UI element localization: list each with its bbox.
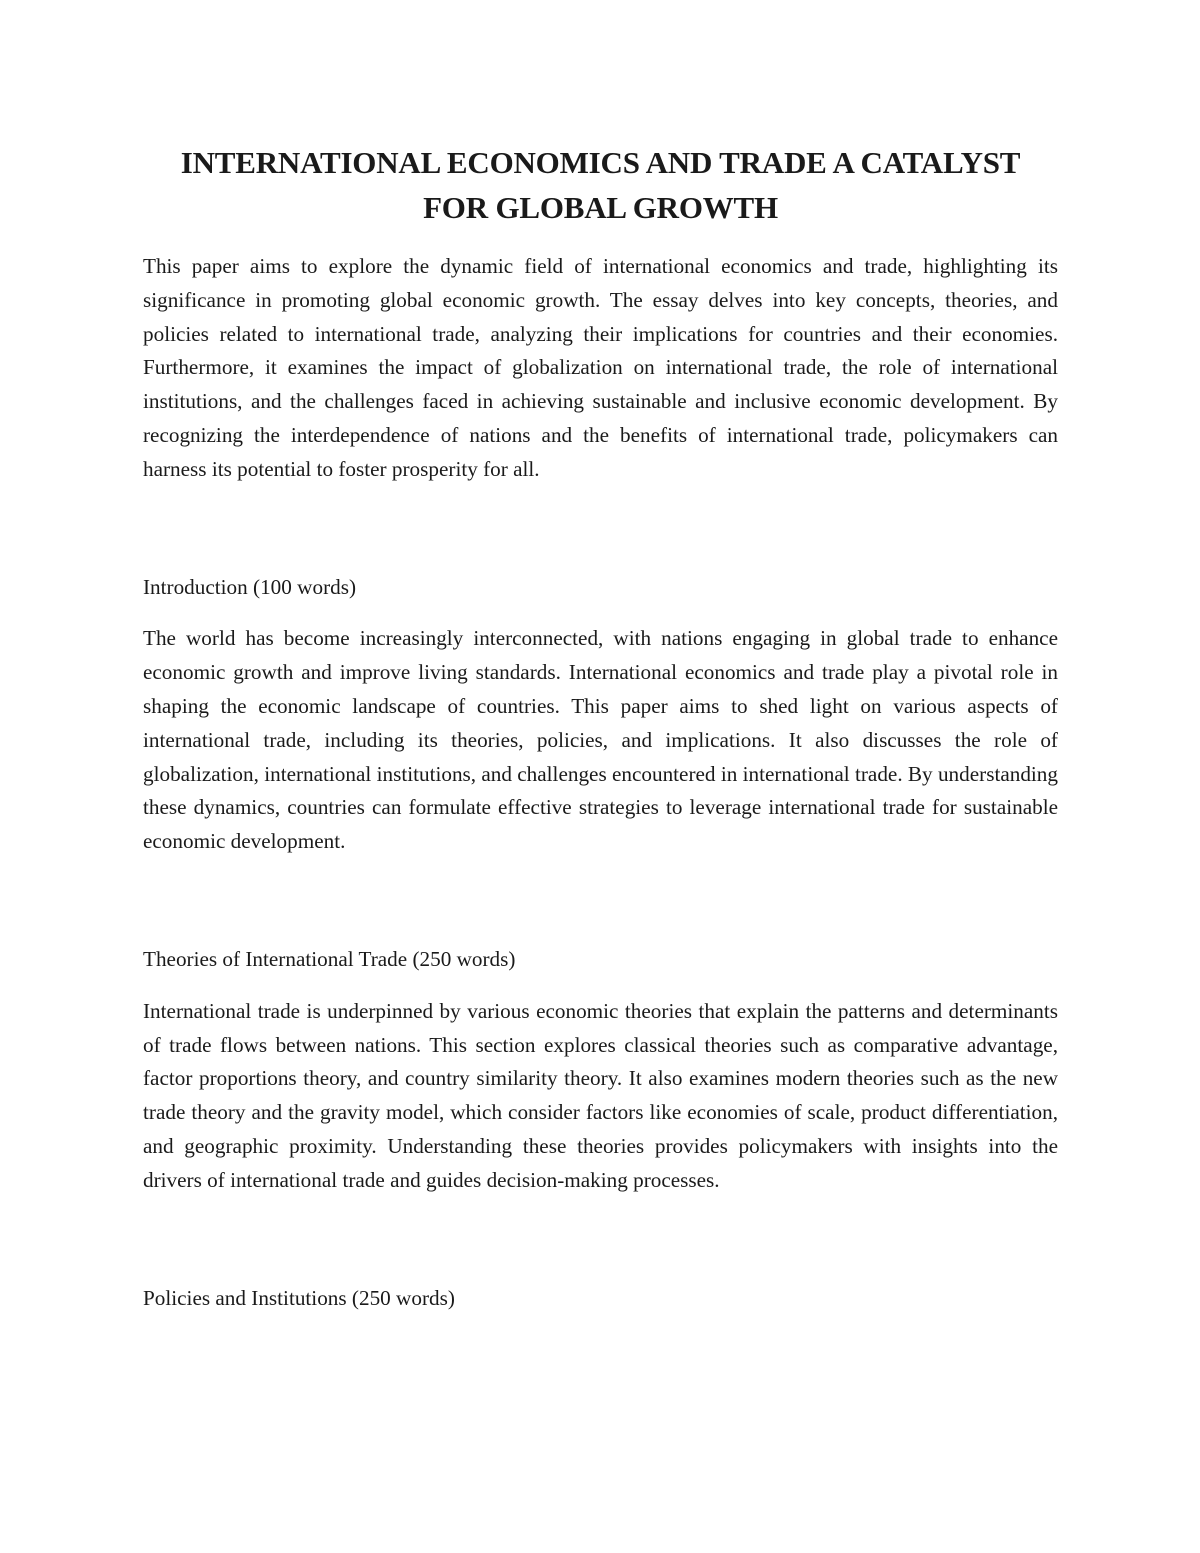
document-title xyxy=(143,140,1058,230)
section-body-theories: International trade is underpinned by various economic theories that explain the patterns and determinants of trade flows between nations. This section explores classical theories such as comparative advantage, factor proportions theory, and country similarity theory. It also examines modern theories such as the new trade theory and the gravity model, which consider factors like economies of scale, product differentiation, and geographic proximity. Understanding these theories provides policymakers with insights into the drivers of international trade and guides decision-making processes. xyxy=(143,998,1058,1192)
section-heading-theories: Theories of International Trade (250 words) xyxy=(143,946,516,971)
section-body-introduction: The world has become increasingly interconnected, with nations engaging in global trade to enhance economic growth and improve living standards. International economics and trade play a pivotal role in shaping the economic landscape of countries. This paper aims to shed light on various aspects of international trade, including its theories, policies, and implications. It also discusses the role of globalization, international institutions, and challenges encountered in international trade. By understanding these dynamics, countries can formulate effective strategies to leverage international trade for sustainable economic development. xyxy=(143,626,1058,854)
abstract-paragraph: This paper aims to explore the dynamic field of international economics and trade, highlighting its significance in promoting global economic growth. The essay delves into key concepts, theories, and policies related to international trade, analyzing their implications for countries and their economies. Furthermore, it examines the impact of globalization on international trade, the role of international institutions, and the challenges faced in achieving sustainable and inclusive economic development. By recognizing the interdependence of nations and the benefits of international trade, policymakers can harness its potential to foster prosperity for all. xyxy=(143,254,1058,481)
section-heading-policies: Policies and Institutions (250 words) xyxy=(143,1285,455,1310)
section-heading-introduction: Introduction (100 words) xyxy=(143,574,357,599)
title-line-2: FOR GLOBAL GROWTH xyxy=(423,190,778,225)
title-line-1: INTERNATIONAL ECONOMICS AND TRADE A CATALYST xyxy=(180,145,1021,180)
